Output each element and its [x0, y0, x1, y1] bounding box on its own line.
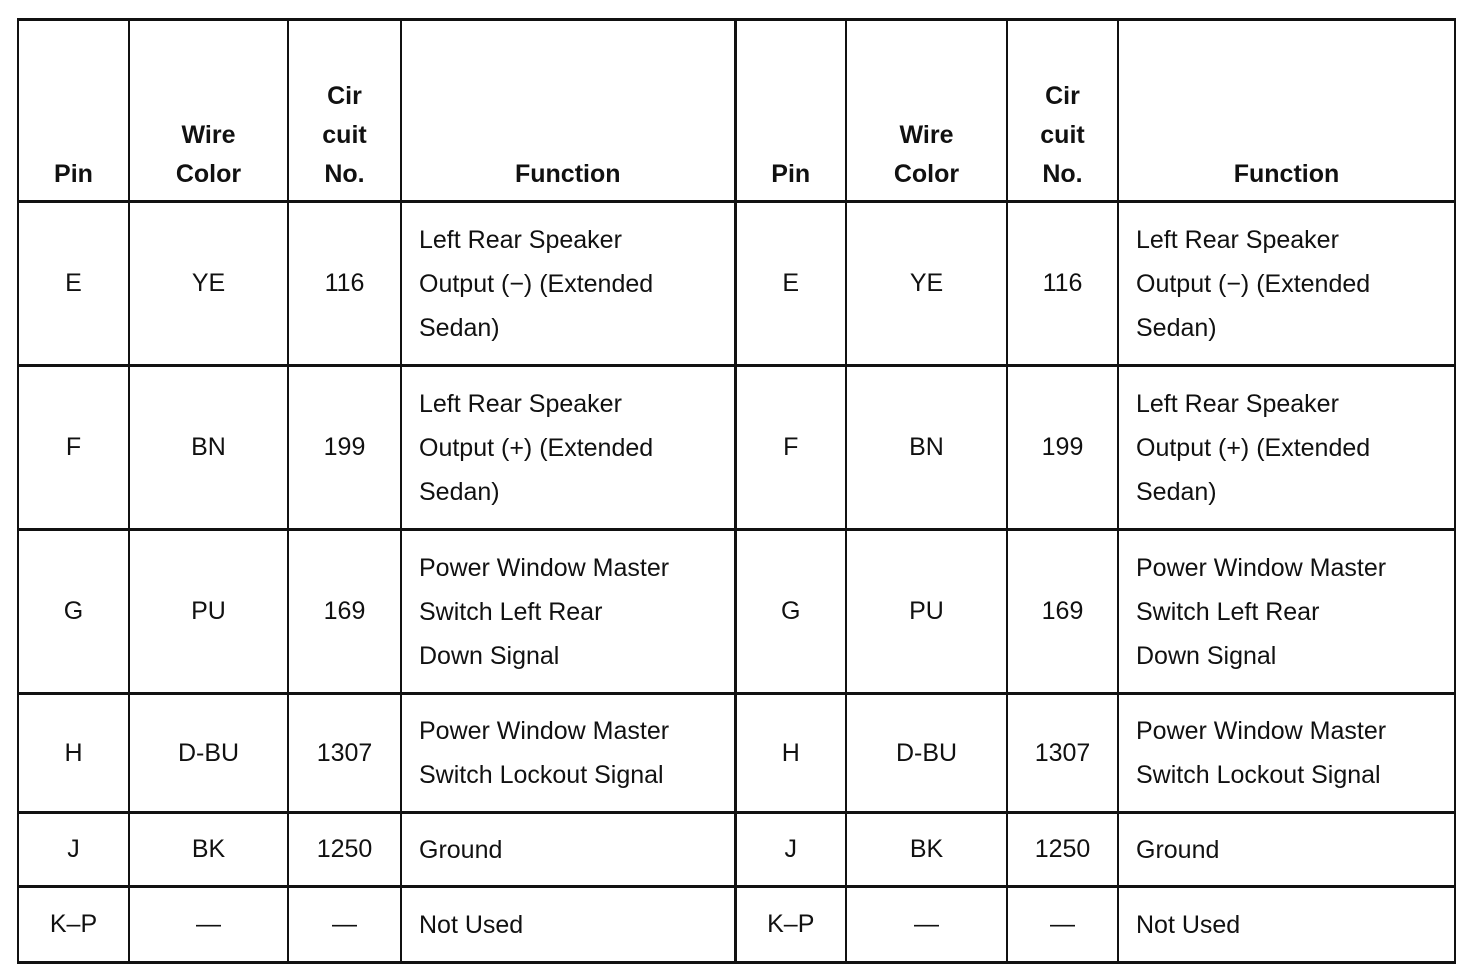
pin-cell: K–P [735, 887, 846, 963]
wire-color-cell: BK [846, 813, 1007, 887]
circuit-cell: 169 [1007, 530, 1118, 694]
header-circuit-no: Cir cuit No. [1007, 20, 1118, 202]
pin-cell: J [735, 813, 846, 887]
connector-pinout-table [17, 18, 1456, 964]
function-cell: Left Rear Speaker Output (+) (Extended Sedan) [401, 366, 735, 530]
function-cell: Power Window Master Switch Left Rear Down Signal [401, 530, 735, 694]
header-function: Function [401, 20, 735, 202]
pin-cell: J [18, 813, 129, 887]
circuit-cell: 199 [1007, 366, 1118, 530]
table-row [18, 366, 1455, 530]
circuit-cell: 1250 [1007, 813, 1118, 887]
header-function: Function [1118, 20, 1455, 202]
header-wire-color: Wire Color [129, 20, 288, 202]
connector-pinout-table-container [17, 18, 1454, 964]
circuit-cell: 169 [288, 530, 401, 694]
wire-color-cell: D-BU [129, 694, 288, 813]
table-row [18, 530, 1455, 694]
wire-color-cell: BK [129, 813, 288, 887]
pin-cell: F [735, 366, 846, 530]
pin-cell: G [735, 530, 846, 694]
circuit-cell: 1250 [288, 813, 401, 887]
wire-color-cell: — [846, 887, 1007, 963]
function-cell: Not Used [401, 887, 735, 963]
circuit-cell: — [288, 887, 401, 963]
table-row [18, 887, 1455, 963]
pin-cell: H [735, 694, 846, 813]
wire-color-cell: YE [129, 202, 288, 366]
header-row [18, 20, 1455, 202]
function-cell: Ground [401, 813, 735, 887]
function-cell: Left Rear Speaker Output (−) (Extended Sedan) [1118, 202, 1455, 366]
circuit-cell: — [1007, 887, 1118, 963]
header-wire-color: Wire Color [846, 20, 1007, 202]
table-row [18, 202, 1455, 366]
circuit-cell: 1307 [1007, 694, 1118, 813]
pin-cell: K–P [18, 887, 129, 963]
circuit-cell: 1307 [288, 694, 401, 813]
header-circuit-no: Cir cuit No. [288, 20, 401, 202]
pin-cell: G [18, 530, 129, 694]
function-cell: Left Rear Speaker Output (−) (Extended Sedan) [401, 202, 735, 366]
table-row [18, 694, 1455, 813]
wire-color-cell: D-BU [846, 694, 1007, 813]
header-pin: Pin [735, 20, 846, 202]
wire-color-cell: PU [846, 530, 1007, 694]
header-pin: Pin [18, 20, 129, 202]
wire-color-cell: PU [129, 530, 288, 694]
pin-cell: F [18, 366, 129, 530]
circuit-cell: 116 [288, 202, 401, 366]
table-row [18, 813, 1455, 887]
circuit-cell: 199 [288, 366, 401, 530]
wire-color-cell: BN [846, 366, 1007, 530]
function-cell: Power Window Master Switch Left Rear Down Signal [1118, 530, 1455, 694]
pin-cell: E [735, 202, 846, 366]
pin-cell: H [18, 694, 129, 813]
wire-color-cell: BN [129, 366, 288, 530]
function-cell: Left Rear Speaker Output (+) (Extended Sedan) [1118, 366, 1455, 530]
function-cell: Ground [1118, 813, 1455, 887]
function-cell: Not Used [1118, 887, 1455, 963]
function-cell: Power Window Master Switch Lockout Signal [1118, 694, 1455, 813]
function-cell: Power Window Master Switch Lockout Signal [401, 694, 735, 813]
circuit-cell: 116 [1007, 202, 1118, 366]
wire-color-cell: YE [846, 202, 1007, 366]
wire-color-cell: — [129, 887, 288, 963]
pin-cell: E [18, 202, 129, 366]
